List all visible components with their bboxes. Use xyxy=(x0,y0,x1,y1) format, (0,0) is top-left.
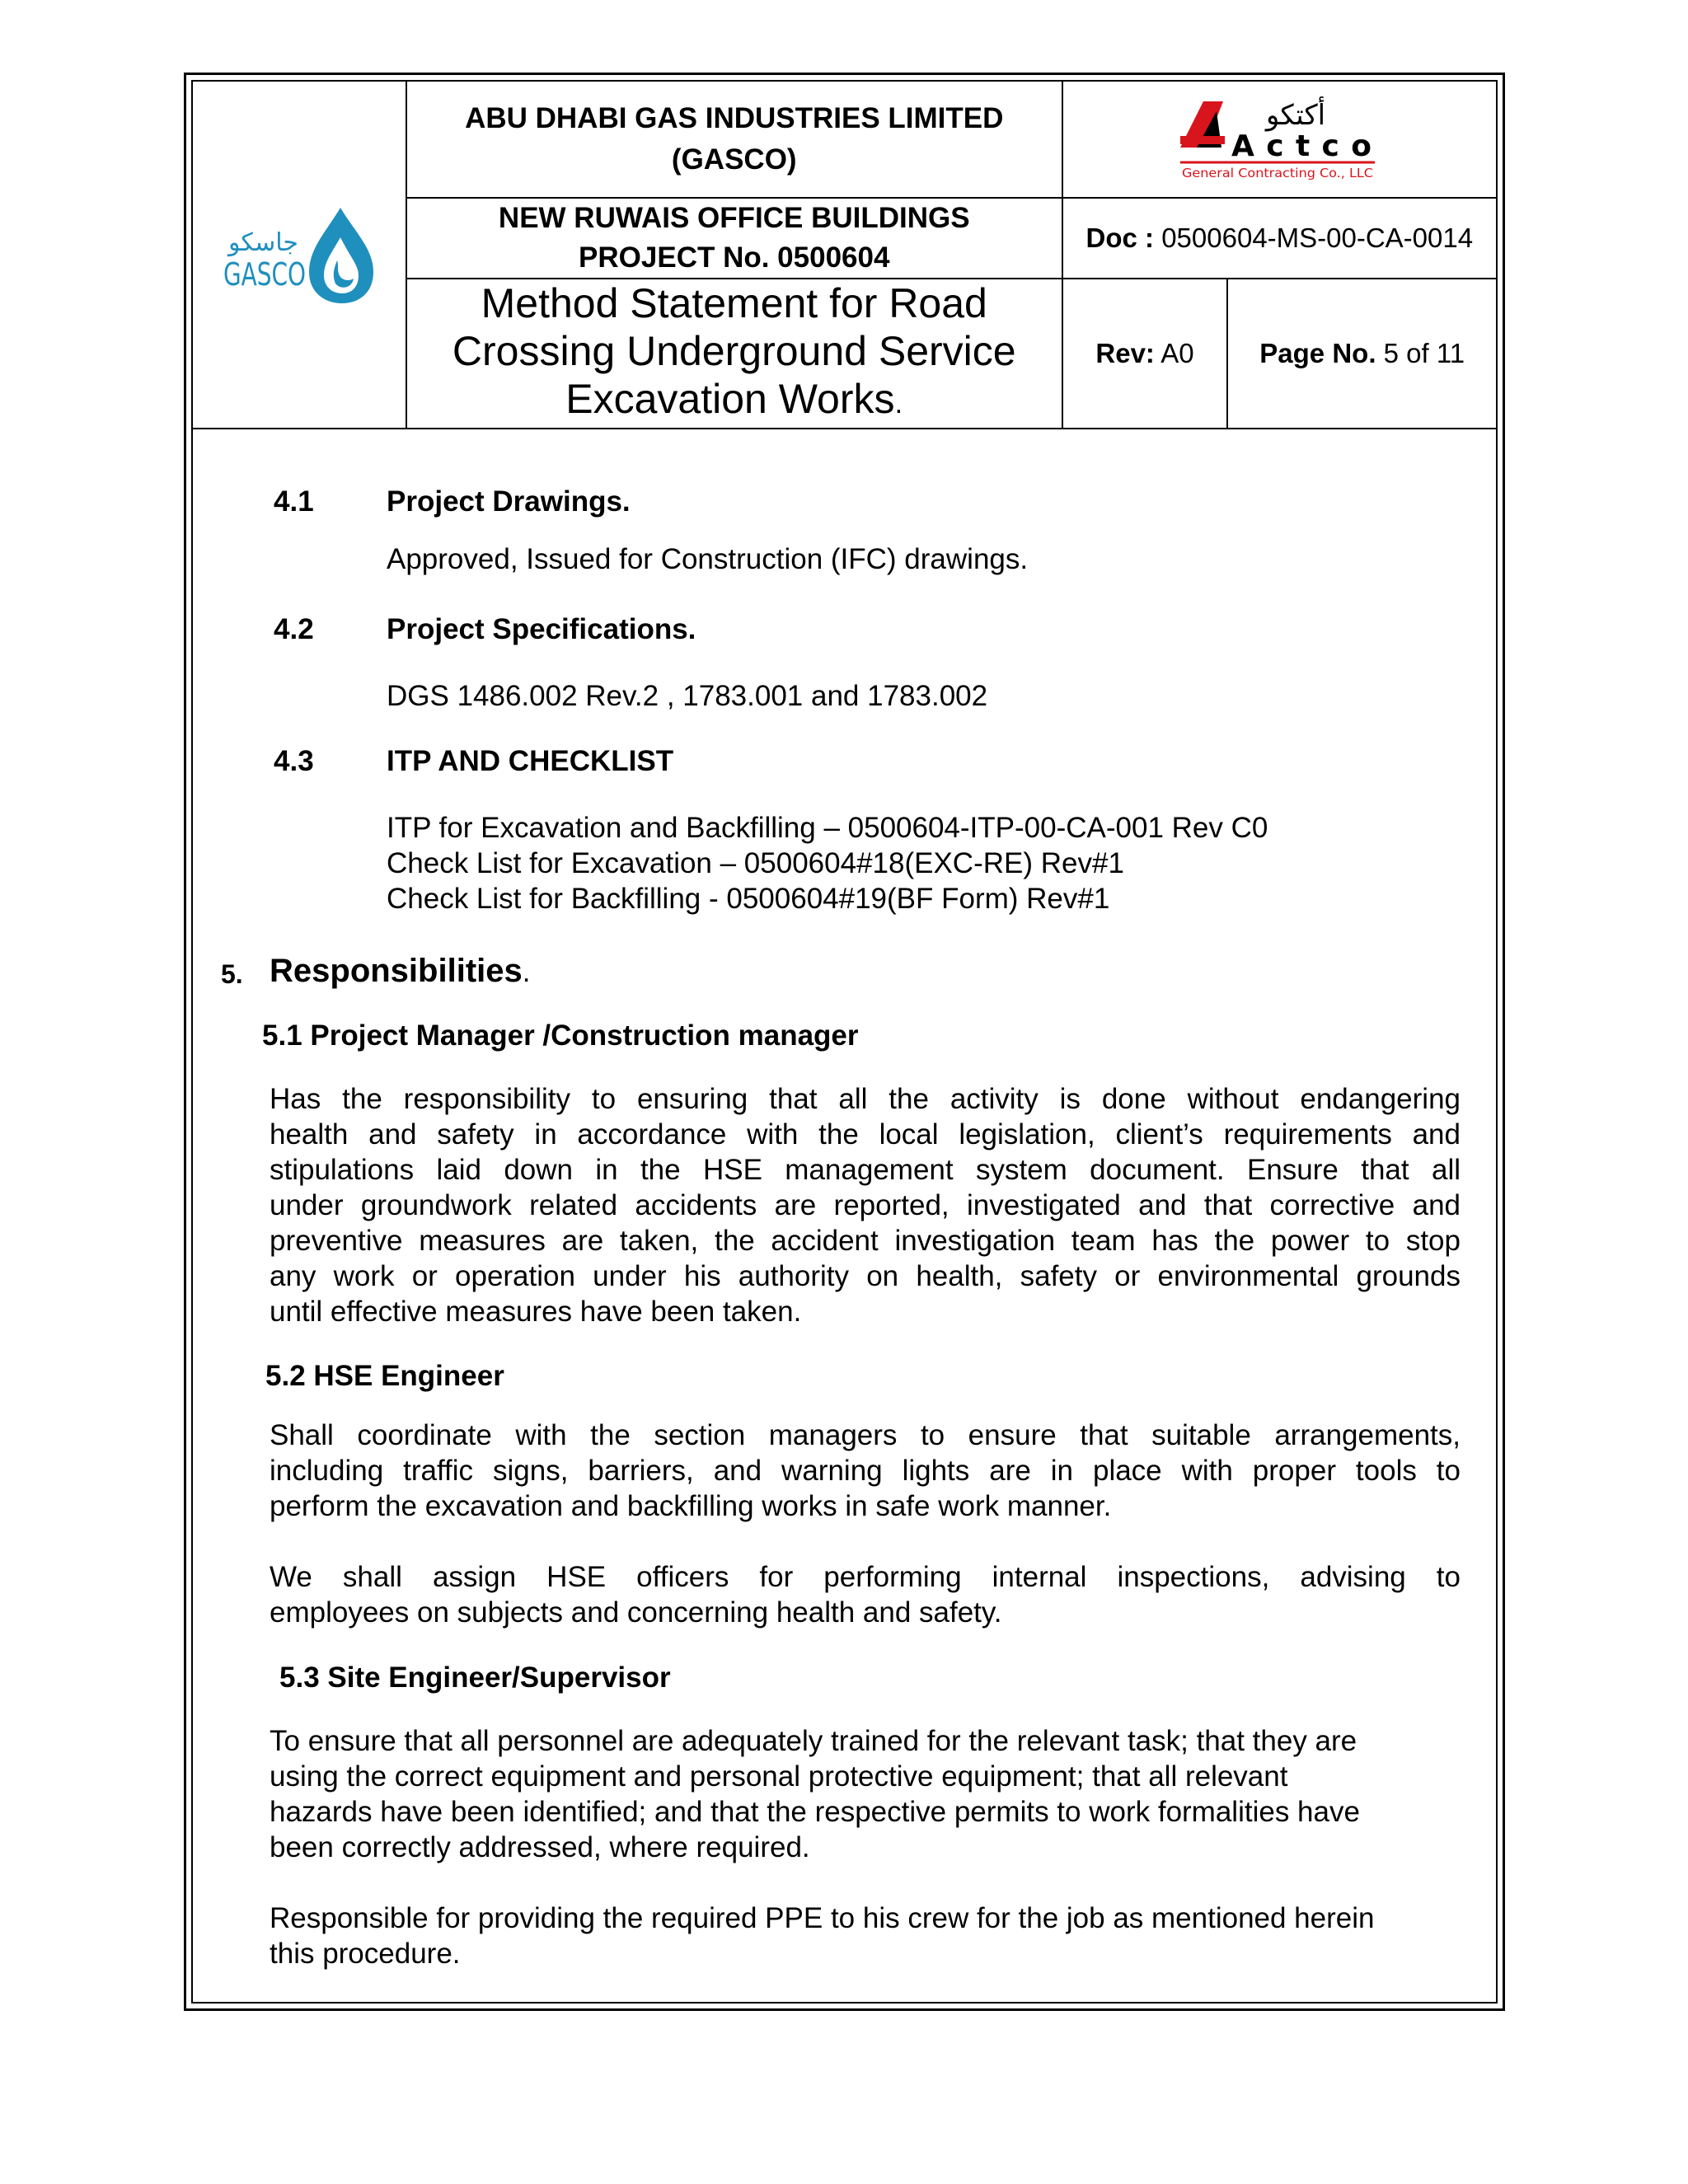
checklist-backfilling-line: Check List for Backfilling - 0500604#19(BF Form) Rev#1 xyxy=(387,883,1110,915)
gasco-logo-cell xyxy=(192,81,406,429)
document-title-line1: Method Statement for Road xyxy=(481,280,987,326)
section-5-1-line: under groundwork related accidents are reported, investigated and that corrective and xyxy=(270,1189,1461,1221)
section-5-2-line: employees on subjects and concerning health and safety. xyxy=(270,1596,1002,1629)
section-5-3-line: To ensure that all personnel are adequately trained for the relevant task; that they are xyxy=(270,1725,1357,1757)
actco-logo-subtitle: General Contracting Co., LLC xyxy=(1182,165,1374,180)
section-5-1-line: until effective measures have been taken. xyxy=(270,1296,802,1328)
document-title-period: . xyxy=(894,387,903,419)
section-5-2-paragraph-1 xyxy=(270,1418,1461,1524)
section-5-2-line: Shall coordinate with the section managers to ensure that suitable arrangements, xyxy=(270,1419,1461,1451)
project-name: NEW RUWAIS OFFICE BUILDINGS xyxy=(498,202,970,234)
section-5-2-line: including traffic signs, barriers, and warning lights are in place with proper tools to xyxy=(270,1455,1461,1487)
revision-cell xyxy=(1062,279,1228,429)
section-5-3-paragraph-1 xyxy=(270,1723,1461,1865)
gasco-logo-latin: GASCO xyxy=(223,255,306,293)
section-5-3-line: using the correct equipment and personal protective equipment; that all relevant xyxy=(270,1760,1288,1793)
section-5-3-line: this procedure. xyxy=(270,1938,461,1970)
section-5-number: 5. xyxy=(221,959,243,989)
project-cell xyxy=(406,198,1062,279)
section-4-2-text: DGS 1486.002 Rev.2 , 1783.001 and 1783.002 xyxy=(387,680,988,712)
actco-logo-cell xyxy=(1062,81,1497,198)
section-5-1-title: 5.1 Project Manager /Construction manager xyxy=(262,1019,859,1052)
section-4-2-title: Project Specifications. xyxy=(387,613,696,645)
rev-label: Rev: xyxy=(1095,338,1155,368)
section-4-1-text: Approved, Issued for Construction (IFC) drawings. xyxy=(387,543,1029,575)
company-name-cell xyxy=(406,81,1062,198)
section-5-1-line: health and safety in accordance with the local legislation, client’s requirements and xyxy=(270,1118,1461,1151)
section-5-2-title: 5.2 HSE Engineer xyxy=(265,1360,504,1392)
itp-line: ITP for Excavation and Backfilling – 0500604-ITP-00-CA-001 Rev C0 xyxy=(387,812,1268,844)
section-4-3-title: ITP AND CHECKLIST xyxy=(387,745,674,777)
company-name-line2: (GASCO) xyxy=(671,143,797,176)
document-title-line2: Crossing Underground Service xyxy=(452,328,1016,374)
gasco-logo xyxy=(217,199,382,307)
doc-value: 0500604-MS-00-CA-0014 xyxy=(1154,223,1474,253)
section-5-3-line: Responsible for providing the required PPE to his crew for the job as mentioned herein xyxy=(270,1902,1375,1934)
section-5-title-period: . xyxy=(522,956,531,988)
section-5-1-line: stipulations laid down in the HSE management system document. Ensure that all xyxy=(270,1154,1461,1186)
actco-logo-arabic: أكتكو xyxy=(1266,98,1326,132)
checklist-excavation-line: Check List for Excavation – 0500604#18(EXC-RE) Rev#1 xyxy=(387,847,1124,879)
section-5-1-line: any work or operation under his authority on health, safety or environmental grounds xyxy=(270,1260,1461,1292)
page-label: Page No. xyxy=(1259,338,1376,368)
section-5-1-paragraph xyxy=(270,1081,1461,1329)
section-5-title: Responsibilities xyxy=(270,953,523,989)
document-title-line3: Excavation Works xyxy=(565,376,895,422)
section-4-1-title: Project Drawings. xyxy=(387,485,631,518)
doc-label: Doc : xyxy=(1085,223,1155,253)
section-4-3-number: 4.3 xyxy=(274,745,314,777)
section-5-3-paragraph-2 xyxy=(270,1900,1461,1971)
page-number-cell xyxy=(1227,279,1497,429)
section-5-3-title: 5.3 Site Engineer/Supervisor xyxy=(279,1661,671,1694)
section-5-1-line: preventive measures are taken, the accident investigation team has the power to stop xyxy=(270,1225,1461,1257)
gasco-logo-arabic: جاسكو xyxy=(227,227,298,257)
section-5-2-paragraph-2 xyxy=(270,1559,1461,1630)
section-5-3-line: been correctly addressed, where required. xyxy=(270,1831,810,1863)
company-name-line1: ABU DHABI GAS INDUSTRIES LIMITED xyxy=(465,102,1004,134)
page-value: 5 of 11 xyxy=(1376,338,1465,368)
actco-logo-latin: Actco xyxy=(1231,129,1372,163)
rev-value: A0 xyxy=(1154,338,1194,368)
actco-logo xyxy=(1172,88,1386,187)
document-title-cell xyxy=(406,279,1062,429)
section-5-2-line: We shall assign HSE officers for performing internal inspections, advising to xyxy=(270,1561,1461,1593)
section-5-3-line: hazards have been identified; and that the respective permits to work formalities have xyxy=(270,1796,1360,1828)
section-4-2-number: 4.2 xyxy=(274,613,314,645)
project-number: PROJECT No. 0500604 xyxy=(579,241,890,274)
doc-number-cell xyxy=(1062,198,1497,279)
document-header xyxy=(191,80,1498,429)
section-4-1-number: 4.1 xyxy=(274,485,314,518)
section-5-2-line: perform the excavation and backfilling works in safe work manner. xyxy=(270,1490,1112,1522)
section-5-1-line: Has the responsibility to ensuring that all the activity is done without endangering xyxy=(270,1083,1461,1115)
